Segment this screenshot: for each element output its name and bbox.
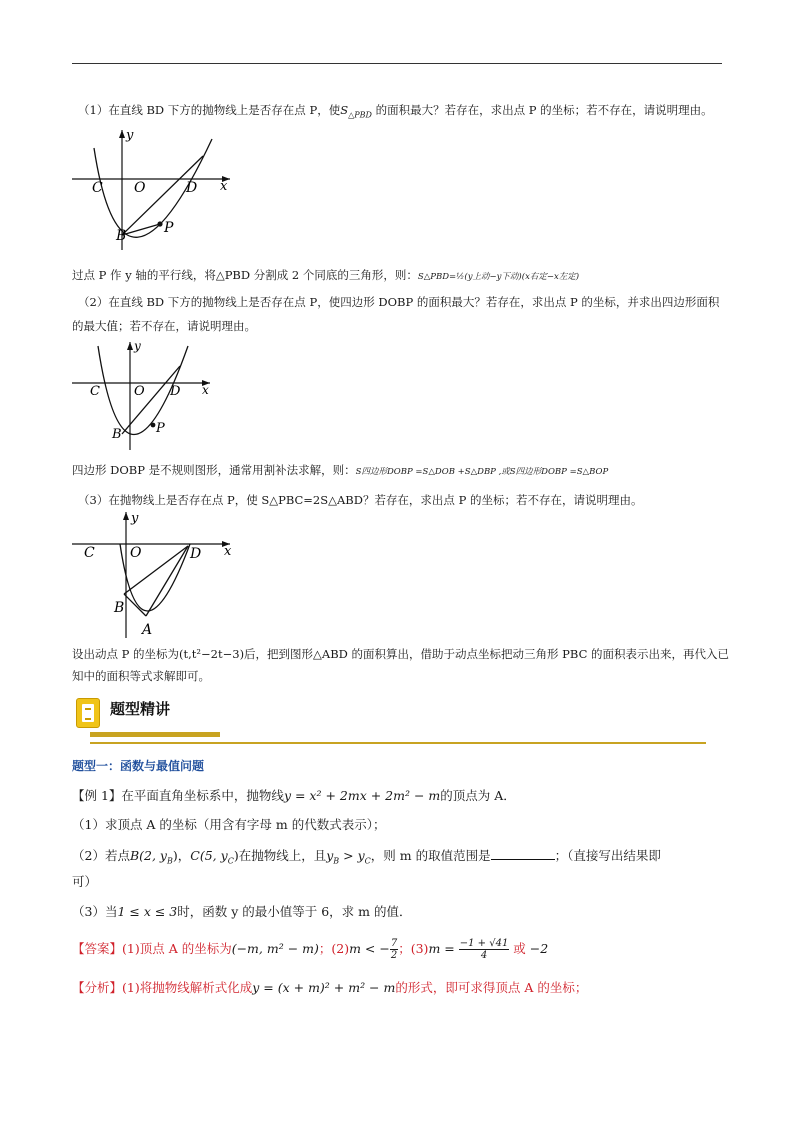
fig2-label-c: C bbox=[90, 384, 100, 399]
q2-note-formula: S四边形DOBP =S△DOB +S△DBP ,或S四边形DOBP =S△BOP bbox=[355, 467, 609, 477]
answer-blank[interactable] bbox=[491, 847, 555, 860]
answer-part-2-label: ；(2) bbox=[318, 941, 350, 956]
fig2-label-y: y bbox=[134, 339, 141, 353]
fig3-label-b: B bbox=[114, 600, 125, 616]
fig1-label-d: D bbox=[186, 180, 198, 196]
q1-area-label: S bbox=[340, 103, 349, 117]
fig2-label-p: P bbox=[156, 421, 165, 436]
fig3-label-a: A bbox=[142, 622, 153, 638]
example-stem-a: 【例 1】在平面直角坐标系中，抛物线 bbox=[72, 788, 284, 803]
analysis-tag: 【分析】 bbox=[72, 980, 123, 995]
fraction-denominator: 4 bbox=[480, 950, 488, 961]
p2-point-b: B(2, y bbox=[129, 848, 167, 863]
p2-text-a: （2）若点 bbox=[72, 848, 130, 863]
fraction-denominator: 2 bbox=[390, 950, 398, 961]
fig3-line-ba bbox=[124, 594, 146, 616]
fig2-point-p bbox=[151, 423, 156, 428]
p3-formula: 1 ≤ x ≤ 3 bbox=[117, 904, 178, 919]
fig2-label-d: D bbox=[170, 384, 181, 399]
answer-part-1-value: (−m, m² − m) bbox=[231, 941, 319, 956]
fig2-label-o: O bbox=[134, 384, 145, 399]
fraction-numerator: 7 bbox=[390, 938, 398, 949]
p2-text-e: 在抛物线上，且 bbox=[238, 848, 327, 863]
fig1-label-y: y bbox=[126, 128, 134, 143]
fig2-label-x: x bbox=[202, 383, 209, 397]
q1-note-formula: S△PBD=½(y上动−y下动)(x右定−x左定) bbox=[417, 272, 580, 282]
type1-title: 题型一：函数与最值问题 bbox=[72, 759, 205, 773]
fig1-label-x: x bbox=[220, 179, 228, 194]
fig3-label-c: C bbox=[84, 545, 95, 561]
q2-note-text: 四边形 DOBP 是不规则图形，通常用割补法求解，则： bbox=[72, 463, 356, 477]
fraction-numerator: −1 + √41 bbox=[459, 938, 509, 949]
fig1-point-p bbox=[157, 221, 162, 226]
answer-line bbox=[72, 936, 548, 962]
figure-2 bbox=[70, 338, 220, 457]
analysis-text-b: 的形式，即可求得顶点 A 的坐标； bbox=[395, 980, 588, 995]
figure-1 bbox=[70, 126, 240, 260]
q2-note bbox=[72, 460, 608, 482]
figure-2-svg bbox=[70, 338, 220, 453]
fig1-y-arrow bbox=[119, 130, 125, 138]
p2-text-c: ， bbox=[177, 848, 191, 863]
example-part-2-cont: 可） bbox=[72, 874, 98, 889]
fig1-label-p: P bbox=[164, 220, 174, 236]
fig2-label-b: B bbox=[112, 427, 122, 442]
q3-note-a: 设出动点 P 的坐标为(t,t²−2t−3)后，把到图形△ABD 的面积算出，借助于动点坐标把动三角形 PBC 的面积表示出来，再代入已 bbox=[72, 647, 730, 661]
fig1-label-b: B bbox=[116, 228, 127, 244]
example-part-1: （1）求顶点 A 的坐标（用含有字母 m 的代数式表示）； bbox=[72, 817, 386, 832]
fig3-label-o: O bbox=[130, 545, 142, 561]
answer-part-3-label: ；(3) bbox=[398, 941, 429, 956]
figure-3 bbox=[70, 508, 240, 644]
q2-statement-a: （2）在直线 BD 下方的抛物线上是否存在点 P，使四边形 DOBP 的面积最大？若存在，求出点 P 的坐标，并求出四边形面积 bbox=[78, 295, 720, 309]
answer-part-1: (1)顶点 A 的坐标为 bbox=[122, 941, 232, 956]
q1-text-a: （1）在直线 BD 下方的抛物线上是否存在点 P，使 bbox=[78, 103, 341, 117]
p2-text-f: ，则 m 的取值范围是 bbox=[370, 848, 491, 863]
section-title: 题型精讲 bbox=[110, 700, 171, 718]
p3-text-b: 时，函数 y 的最小值等于 6，求 m 的值． bbox=[177, 904, 412, 919]
q1-text-b: 的面积最大？若存在，求出点 P 的坐标；若不存在，请说明理由。 bbox=[371, 103, 713, 117]
p3-text-a: （3）当 bbox=[72, 904, 118, 919]
q1-area-sub: △PBD bbox=[348, 110, 372, 120]
example-part-3 bbox=[72, 902, 412, 922]
answer-part-2-fraction bbox=[390, 938, 398, 961]
fig3-label-d: D bbox=[190, 546, 202, 562]
answer-part-3-value-b: −2 bbox=[529, 941, 549, 956]
q3-note-b: 知中的面积等式求解即可。 bbox=[72, 669, 210, 683]
answer-tag: 【答案】 bbox=[72, 941, 123, 956]
analysis-text-a: (1)将抛物线解析式化成 bbox=[122, 980, 253, 995]
q1-note bbox=[72, 265, 579, 287]
example-part-2: （2）若点B(2, $y_B$)，C(5, $y_C$)在抛物线上，且$y_B > y_C$，则 m 的取值范围是 ；（直接写出结果即 bbox=[72, 848, 661, 866]
fig1-label-o: O bbox=[134, 180, 146, 196]
fig1-label-c: C bbox=[92, 180, 103, 196]
figure-3-svg bbox=[70, 508, 240, 640]
answer-part-2-value: m < − bbox=[349, 941, 390, 956]
answer-part-3-value-a: m = bbox=[428, 941, 455, 956]
example-stem-formula: y = x² + 2mx + 2m² − m bbox=[283, 788, 441, 803]
document-icon bbox=[76, 698, 100, 728]
section-underline-thin bbox=[90, 742, 706, 744]
q3-statement: （3）在抛物线上是否存在点 P，使 S△PBC=2S△ABD？若存在，求出点 P 的坐标；若不存在，请说明理由。 bbox=[78, 493, 643, 507]
example-stem bbox=[72, 786, 516, 806]
fig3-y-arrow bbox=[123, 512, 129, 520]
section-underline-thick bbox=[90, 732, 220, 737]
p2-text-g: ；（直接写出结果即 bbox=[554, 848, 661, 863]
header-rule bbox=[72, 63, 722, 64]
q1-note-text: 过点 P 作 y 轴的平行线，将△PBD 分割成 2 个同底的三角形，则： bbox=[72, 268, 418, 282]
fig3-label-x: x bbox=[224, 544, 232, 559]
fig3-line-ad bbox=[146, 546, 188, 616]
fig3-label-y: y bbox=[131, 511, 139, 526]
analysis-line bbox=[72, 978, 587, 998]
figure-1-svg bbox=[70, 126, 240, 256]
fig2-y-arrow bbox=[127, 342, 133, 350]
p2-point-c: C(5, y bbox=[190, 848, 228, 863]
answer-part-3-fraction bbox=[459, 938, 510, 961]
analysis-formula: y = (x + m)² + m² − m bbox=[252, 980, 396, 995]
q1-statement bbox=[78, 100, 713, 125]
q2-statement-b: 的最大值；若不存在，请说明理由。 bbox=[72, 319, 256, 333]
example-stem-b: 的顶点为 A． bbox=[440, 788, 516, 803]
section-header bbox=[76, 692, 716, 752]
answer-or: 或 bbox=[509, 941, 530, 956]
